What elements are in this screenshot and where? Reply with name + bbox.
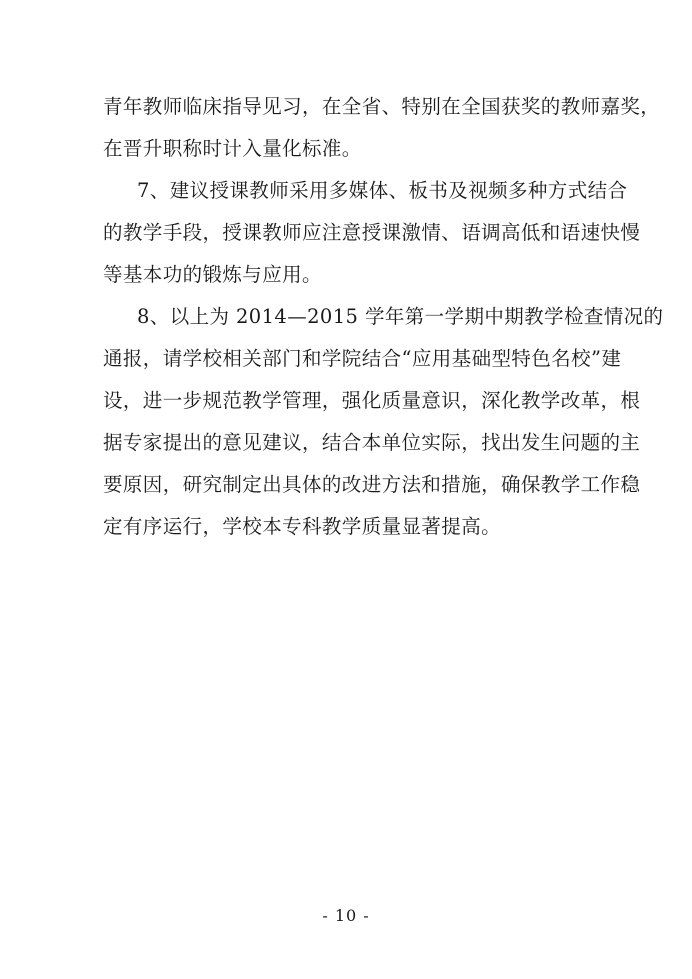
text-line: 通报，请学校相关部门和学院结合“应用基础型特色名校”建 — [103, 347, 622, 370]
page-number: - 10 - — [322, 906, 370, 925]
text-line: 等基本功的锻炼与应用。 — [103, 263, 322, 286]
text-line: 定有序运行，学校本专科教学质量显著提高。 — [103, 515, 502, 538]
text-line: 要原因，研究制定出具体的改进方法和措施，确保教学工作稳 — [103, 473, 641, 496]
text-line: 的教学手段，授课教师应注意授课激情、语调高低和语速快慢 — [103, 221, 641, 244]
paragraph-8-line: 8、以上为 2014—2015 学年第一学期中期教学检查情况的 — [137, 305, 664, 328]
text-line: 青年教师临床指导见习，在全省、特别在全国获奖的教师嘉奖， — [103, 95, 661, 118]
text-line: 在晋升职称时计入量化标准。 — [103, 137, 362, 160]
paragraph-7-line: 7、建议授课教师采用多媒体、板书及视频多种方式结合 — [137, 179, 628, 202]
text-line: 据专家提出的意见建议，结合本单位实际，找出发生问题的主 — [103, 431, 641, 454]
text-line: 设，进一步规范教学管理，强化质量意识，深化教学改革，根 — [103, 389, 641, 412]
body-text — [103, 86, 664, 548]
